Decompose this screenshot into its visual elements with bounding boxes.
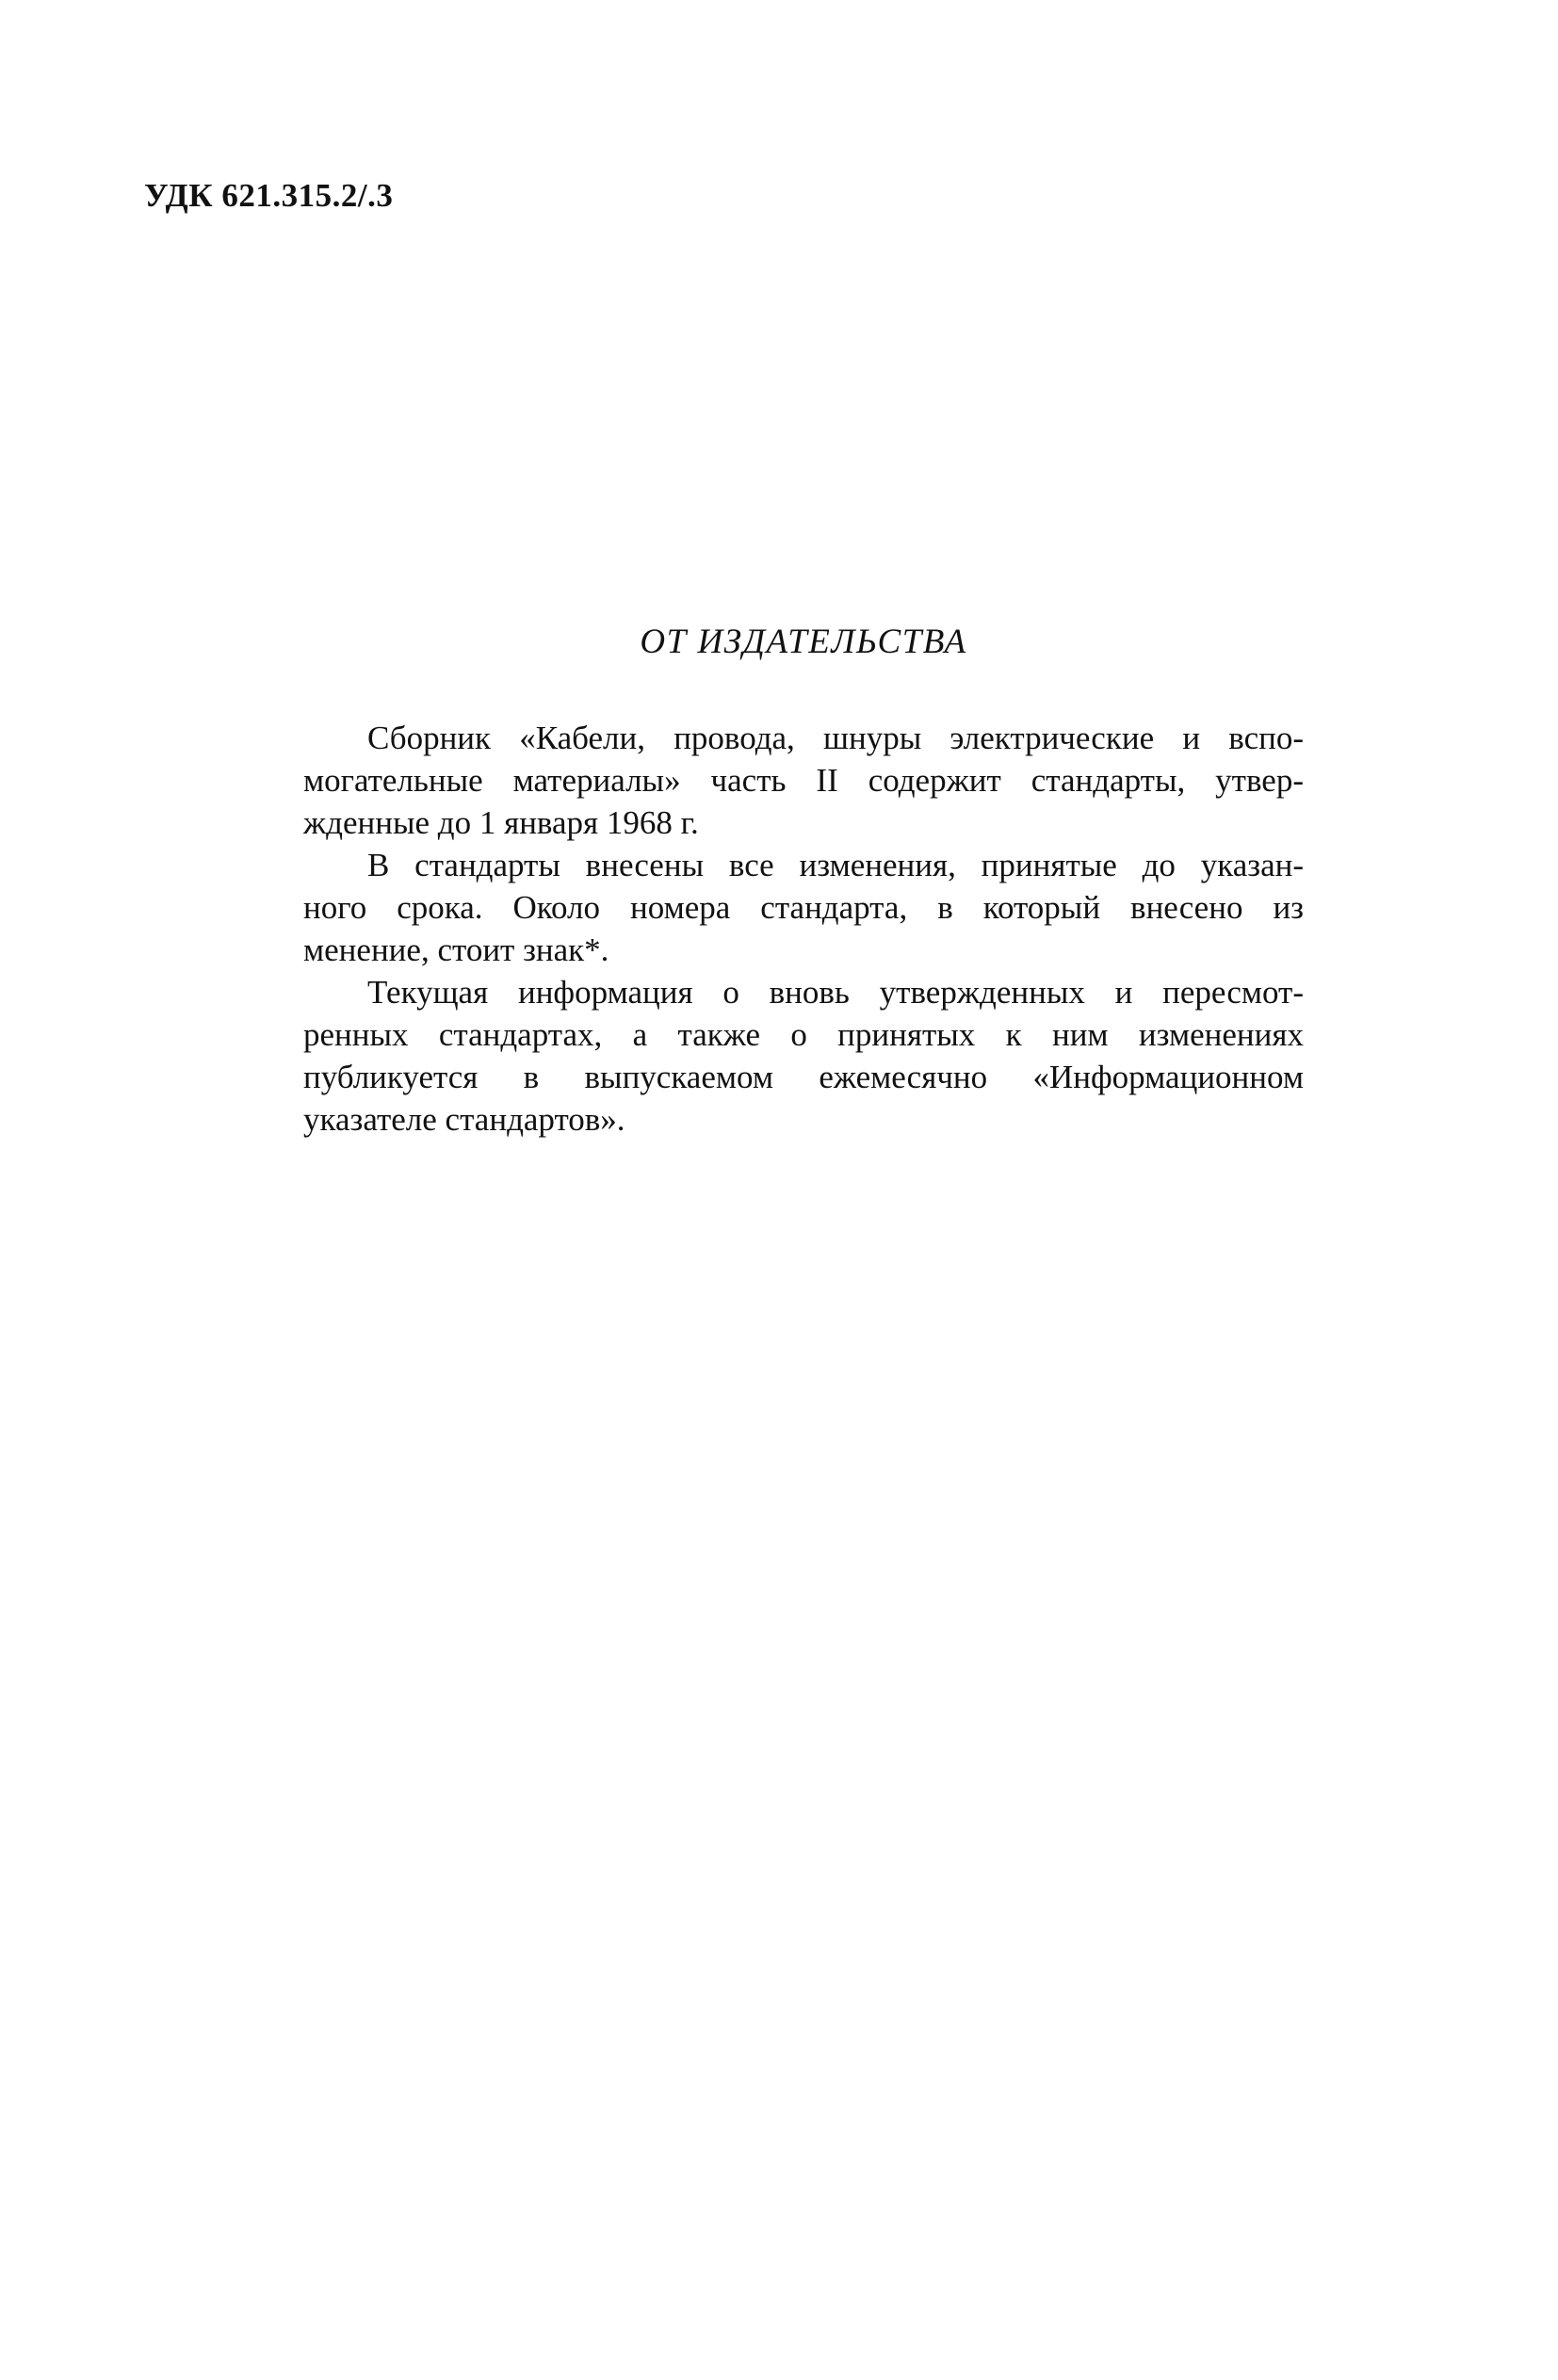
paragraph-line: могательные материалы» часть II содержит стандарты, утвер- xyxy=(303,762,1304,799)
section-title: ОТ ИЗДАТЕЛЬСТВА xyxy=(640,623,967,661)
paragraph-1 xyxy=(303,717,1304,844)
paragraph-line: В стандарты внесены все изменения, принятые до указан- xyxy=(367,847,1304,883)
udk-code: УДК 621.315.2/.3 xyxy=(144,177,394,214)
paragraph-line: жденные до 1 января 1968 г. xyxy=(303,804,699,841)
paragraph-line: ного срока. Около номера стандарта, в который внесено из xyxy=(303,889,1304,926)
paragraph-2 xyxy=(303,844,1304,971)
paragraph-line: Текущая информация о вновь утвержденных и пересмот- xyxy=(367,974,1304,1011)
paragraph-3 xyxy=(303,971,1304,1141)
paragraph-line: Сборник «Кабели, провода, шнуры электрические и вспо- xyxy=(367,720,1304,756)
paragraph-line: ренных стандартах, а также о принятых к ним изменениях xyxy=(303,1016,1304,1053)
publisher-note xyxy=(303,622,1304,1141)
paragraph-line: менение, стоит знак*. xyxy=(303,931,609,968)
paragraph-line: указателе стандартов». xyxy=(303,1101,625,1138)
paragraph-line: публикуется в выпускаемом ежемесячно «Информационном xyxy=(303,1059,1304,1095)
